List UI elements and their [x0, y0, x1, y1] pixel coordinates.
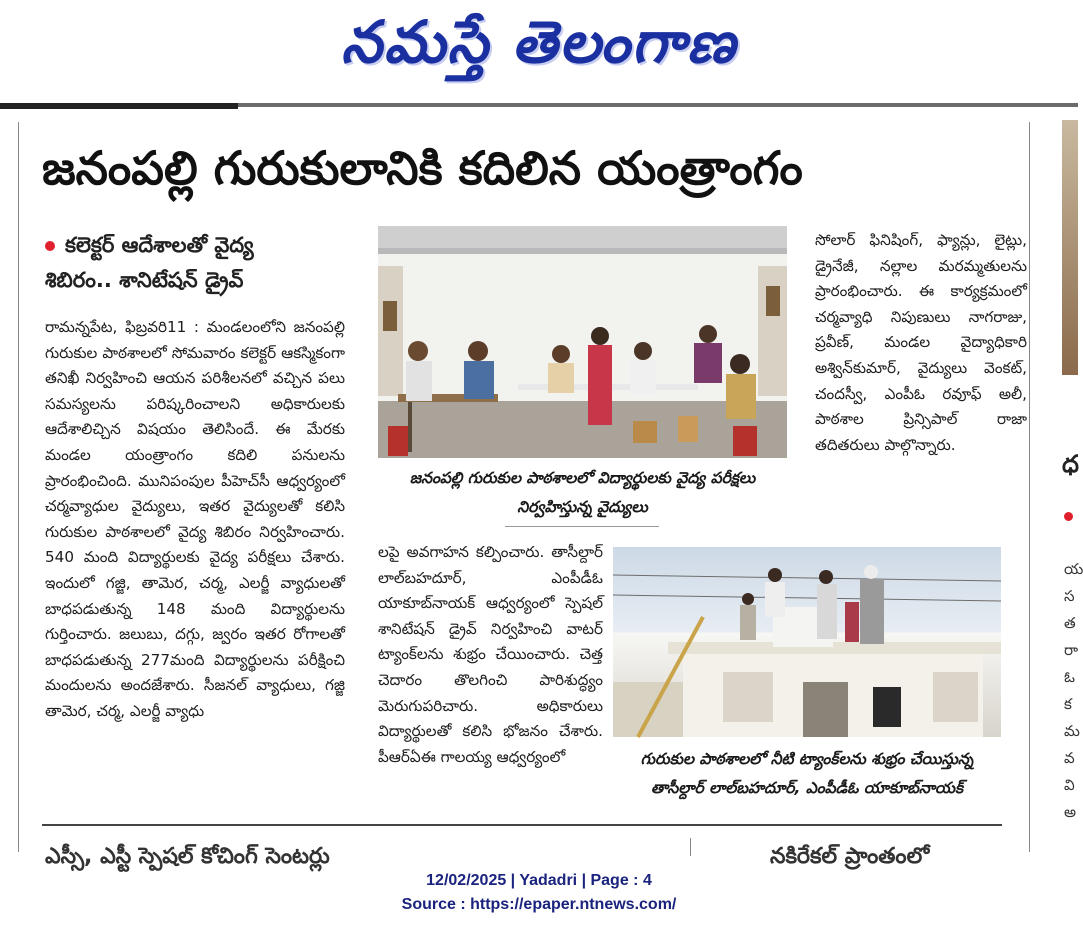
article-headline: జనంపల్లి గురుకులానికి కదిలిన యంత్రాంగం [42, 141, 803, 195]
caption-underline-1 [505, 526, 659, 527]
right-border [1029, 122, 1030, 852]
water-tank-photo [613, 547, 1001, 737]
adjacent-column-letter: అ [1064, 803, 1077, 821]
adjacent-article-strip [1062, 120, 1083, 860]
adjacent-column-letter: మ [1064, 722, 1080, 740]
masthead-rule-accent [0, 103, 238, 109]
masthead-title: నమస్తే తెలంగాణ [341, 8, 737, 76]
footer-source-line: Source : https://epaper.ntnews.com/ [401, 896, 677, 913]
adjacent-column-letter: స [1064, 587, 1075, 605]
newspaper-masthead [0, 0, 1078, 100]
next-story-right-headline-cut: నకిరేకల్ ప్రాంతంలో [770, 844, 930, 869]
left-border [18, 122, 19, 852]
subheading [45, 228, 345, 298]
adjacent-column-letter: క [1064, 695, 1072, 713]
adjacent-column-letter: య [1064, 560, 1083, 578]
adjacent-column-letter: వి [1064, 776, 1075, 794]
next-story-headline-cut: ఎస్సీ, ఎస్టీ స్పెషల్ కోచింగ్ సెంటర్లు [45, 844, 330, 869]
medical-camp-caption: జనంపల్లి గురుకుల పాఠశాలలో విద్యార్థులకు వైద్య పరీక్షలు నిర్వహిస్తున్న వైద్యులు [409, 469, 756, 516]
article-column-3: సోలార్ ఫినిషింగ్, ఫ్యాన్లు, లైట్లు, డ్రైనేజీ, నల్లాల మరమ్మతులను ప్రారంభించారు. ఈ కార్యక్రమంలో చర్మవ్యాధి నిపుణులు నాగరాజు, ప్రవీణ్, మండల వైద్యాధికారి అశ్విన్‌కుమార్, వైద్యులు వెంకట్, చందస్వీ, ఎంపీఓ రవూఫ్ అలీ, పాఠశాల ప్రిన్సిపాల్ రాజా తదితరులు పాల్గొన్నారు. [815, 231, 1027, 454]
article-column-1: రామన్నపేట, ఫిబ్రవరి11 : మండలంలోని జనంపల్లి గురుకుల పాఠశాలలో సోమవారం కలెక్టర్ ఆకస్మికంగా తనిఖీ నిర్వహించి ఆయన పరిశీలనలో వచ్చిన పలు సమస్యలను పరిష్కరించాలని అధికారులకు ఆదేశాలిచ్చిన విషయం తెలిసిందే. ఈ మేరకు మండల యంత్రాంగం కదిలి పనులను ప్రారంభించింది. మునిపంపుల పీహెచ్‌సీ ఆధ్వర్యంలో చర్మవ్యాధుల వైద్యులు, ఇతర వైద్యులతో కలిసి గురుకుల పాఠశాలలో వైద్య శిబిరం నిర్వహించారు. 540 మంది విద్యార్థులకు వైద్య పరీక్షలు చేశారు. ఇందులో గజ్జి, తామెర, చర్మ, ఎలర్జీ వ్యాధులతో బాధపడుతున్న 148 మంది విద్యార్థులను గుర్తించారు. జలుబు, దగ్గు, జ్వరం ఇతర రోగాలతో బాధపడుతున్న 277మంది విద్యార్థులను పరీక్షించి మందులను అందజేశారు. సీజనల్ వ్యాధులు, గజ్జి తామెర, చర్మ, ఎలర్జీ వ్యాధు [45, 318, 345, 720]
subheading-line2: శిబిరం.. శానిటేషన్ డ్రైవ్ [45, 268, 244, 292]
adjacent-column-letter: వ [1064, 749, 1075, 767]
adjacent-bullet-icon [1064, 512, 1073, 521]
adjacent-column-letter: ఓ [1064, 668, 1075, 686]
footer-date-line: 12/02/2025 | Yadadri | Page : 4 [426, 872, 652, 889]
bullet-icon [45, 241, 55, 251]
water-tank-caption: గురుకుల పాఠశాలలో నీటి ట్యాంక్‌లను శుభ్రం చేయిస్తున్న తాసీల్దార్ లాల్‌బహదూర్, ఎంపీడీఓ యాకూబ్‌నాయక్ [640, 750, 974, 797]
adjacent-column-letter: త [1064, 614, 1076, 632]
adjacent-headline-fragment: ధ [1062, 450, 1079, 478]
bottom-divider [690, 838, 691, 856]
water-tank-photo-illustration [613, 547, 1001, 737]
article-column-2: లపై అవగాహన కల్పించారు. తాసీల్దార్ లాల్‌బహదూర్, ఎంపీడీఓ యాకూబ్‌నాయక్ ఆధ్వర్యంలో స్పెషల్ శానిటేషన్ డ్రైవ్ నిర్వహించి వాటర్ ట్యాంక్‌లను శుభ్రం చేయించారు. చెత్త చెదారం తొలగించి పారిశుద్ధ్యం మెరుగుపరిచారు. అధికారులు విద్యార్థులతో కలిసి భోజనం చేశారు. పీఆర్ఏఈ గాలయ్య ఆధ్వర్యంలో [378, 543, 603, 766]
medical-camp-photo [378, 226, 787, 458]
medical-camp-photo-illustration [378, 226, 787, 458]
subheading-line1: కలెక్టర్ ఆదేశాలతో వైద్య [65, 233, 254, 257]
bottom-rule [42, 824, 1002, 826]
adjacent-photo [1062, 120, 1078, 375]
adjacent-column-letter: రా [1064, 641, 1079, 659]
